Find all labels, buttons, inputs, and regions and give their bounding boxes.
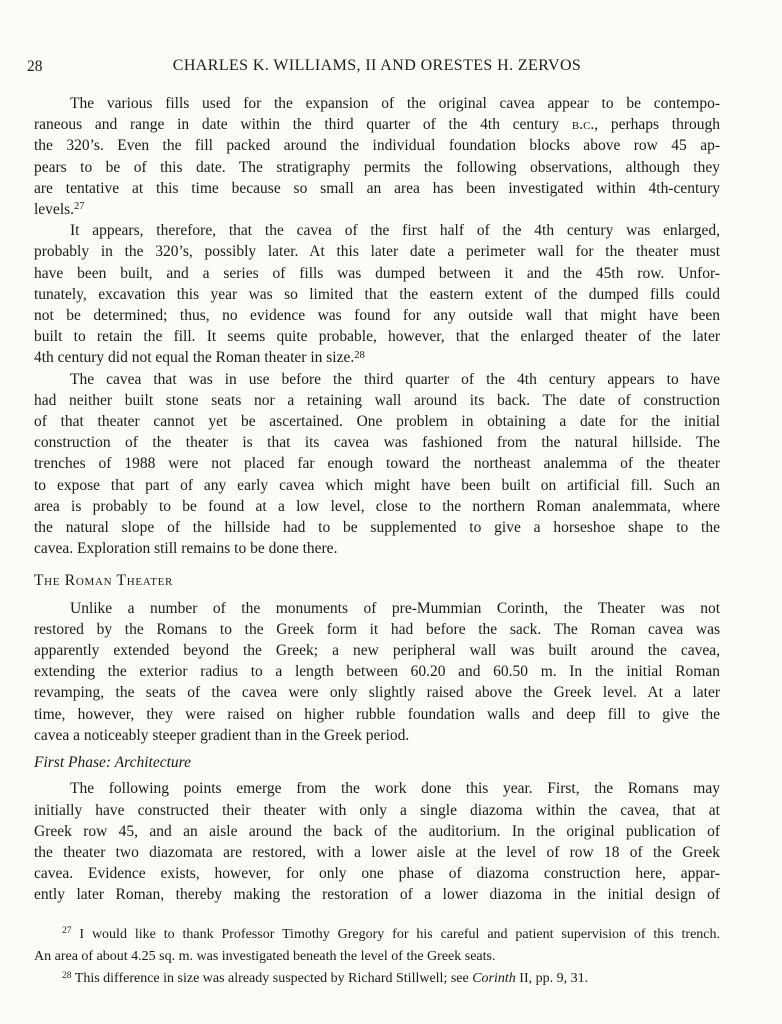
text-line <box>34 157 720 178</box>
text-line <box>34 347 720 368</box>
text-line <box>34 369 720 390</box>
text-segment: ently later Roman, thereby making the restoration of a lower diazoma in the initial design of <box>34 886 720 904</box>
text-line <box>34 863 720 884</box>
text-line <box>34 390 720 411</box>
text-line <box>34 305 720 326</box>
text-segment: The Roman Theater <box>34 572 174 590</box>
text-segment: not be determined; thus, no evidence was found for any outside wall that might have been <box>34 307 720 325</box>
footnote-ref: 27 <box>74 201 85 213</box>
text-segment: the natural slope of the hillside had to be supplemented to give a horseshoe shape to the <box>34 519 720 537</box>
text-segment: are tentative at this time because so small an area has been investigated within 4th-century <box>34 179 720 197</box>
text-line <box>34 496 720 517</box>
text-segment: Greek row 45, and an aisle around the back of the auditorium. In the original publication of <box>34 822 720 840</box>
text-line <box>34 326 720 347</box>
text-line <box>34 842 720 863</box>
paragraph <box>34 369 720 560</box>
text-line <box>34 263 720 284</box>
text-line <box>34 778 720 799</box>
text-line <box>34 220 720 241</box>
paragraph <box>34 778 720 905</box>
text-segment: built to retain the fill. It seems quite probable, however, that the enlarged theater of the later <box>34 328 720 346</box>
text-line <box>34 946 720 968</box>
text-segment: An area of about 4.25 sq. m. was investigated beneath the level of the Greek seats. <box>34 948 496 964</box>
heading-i <box>34 752 720 773</box>
text-segment: revamping, the seats of the cavea were only slightly raised above the Greek level. At a later <box>34 684 720 702</box>
footnotes <box>34 924 720 991</box>
footnote-ref: 27 <box>62 926 72 937</box>
text-line <box>34 135 720 156</box>
text-segment: time, however, they were raised on higher rubble foundation walls and deep fill to give the <box>34 705 720 723</box>
body-text <box>34 93 720 906</box>
text-line <box>34 968 720 990</box>
text-line <box>34 538 720 559</box>
text-segment: the theater two diazomata are restored, with a lower aisle at the level of row 18 of the Greek <box>34 843 720 861</box>
text-line <box>34 411 720 432</box>
text-segment: restored by the Romans to the Greek form it had before the sack. The Roman cavea was <box>34 620 720 638</box>
text-segment: , perhaps through <box>594 116 720 134</box>
text-segment: had neither built stone seats nor a retaining wall around its back. The date of construction <box>34 391 720 409</box>
text-segment: b.c. <box>571 116 595 134</box>
page-number: 28 <box>27 58 43 75</box>
text-segment: extending the exterior radius to a length between 60.20 and 60.50 m. In the initial Roman <box>34 663 720 681</box>
text-segment: apparently extended beyond the Greek; a new peripheral wall was built around the cavea, <box>34 642 720 660</box>
text-segment: initially have constructed their theater with only a single diazoma within the cavea, that at <box>34 801 720 819</box>
text-line <box>34 661 720 682</box>
text-segment: This difference in size was already suspected by Richard Stillwell; see <box>71 971 473 987</box>
text-segment: II, pp. 9, 31. <box>515 971 589 987</box>
paragraph <box>34 93 720 220</box>
text-segment: raneous and range in date within the third quarter of the 4th century <box>34 116 572 134</box>
text-line <box>34 178 720 199</box>
text-segment: to expose that part of any early cavea which might have been built on artificial fill. Such an <box>34 476 720 494</box>
text-line <box>34 453 720 474</box>
text-segment: The following points emerge from the work done this year. First, the Romans may <box>70 780 720 798</box>
text-segment: Corinth <box>472 971 516 987</box>
text-segment: The cavea that was in use before the third quarter of the 4th century appears to have <box>70 370 720 388</box>
footnote-ref: 28 <box>354 349 365 361</box>
text-line <box>34 93 720 114</box>
text-line <box>34 598 720 619</box>
running-title: CHARLES K. WILLIAMS, II AND ORESTES H. ZERVOS <box>172 57 582 74</box>
text-line <box>34 821 720 842</box>
text-segment: I would like to thank Professor Timothy Gregory for his careful and patient supervision of this trench. <box>71 926 720 942</box>
page-header <box>27 57 720 75</box>
text-line <box>34 570 720 591</box>
text-segment: have been built, and a series of fills was dumped between it and the 45th row. Unfor- <box>34 264 720 282</box>
footnote-ref: 28 <box>62 971 72 982</box>
text-line <box>34 924 720 946</box>
footnote <box>34 924 720 969</box>
text-line <box>34 199 720 220</box>
text-line <box>34 517 720 538</box>
text-segment: construction of the theater is that its cavea was fashioned from the natural hillside. The <box>34 434 720 452</box>
text-line <box>34 800 720 821</box>
text-segment: trenches of 1988 were not placed far enough toward the northeast analemma of the theater <box>34 455 720 473</box>
text-segment: 4th century did not equal the Roman theater in size. <box>34 349 355 367</box>
text-segment: First Phase: Architecture <box>34 754 191 772</box>
paragraph <box>34 598 720 746</box>
text-segment: pears to be of this date. The stratigraphy permits the following observations, although they <box>34 158 720 176</box>
text-line <box>34 725 720 746</box>
heading-sc <box>34 570 720 591</box>
text-segment: of that theater cannot yet be ascertained. One problem in obtaining a date for the initial <box>34 413 720 431</box>
text-segment: The various fills used for the expansion of the original cavea appear to be contempo- <box>70 95 720 112</box>
text-line <box>34 682 720 703</box>
paragraph <box>34 220 720 368</box>
text-segment: probably in the 320’s, possibly later. At this later date a perimeter wall for the theater must <box>34 243 720 261</box>
text-segment: It appears, therefore, that the cavea of the first half of the 4th century was enlarged, <box>70 222 720 240</box>
text-segment: Unlike a number of the monuments of pre-Mummian Corinth, the Theater was not <box>70 599 720 617</box>
text-line <box>34 752 720 773</box>
text-segment: area is probably to be found at a low level, close to the northern Roman analemmata, where <box>34 497 720 515</box>
text-segment: cavea. Evidence exists, however, for only one phase of diazoma construction here, appar- <box>34 865 720 883</box>
text-line <box>34 640 720 661</box>
text-segment: cavea a noticeably steeper gradient than in the Greek period. <box>34 726 410 744</box>
text-line <box>34 704 720 725</box>
text-line <box>34 432 720 453</box>
text-line <box>34 884 720 905</box>
text-segment: the 320’s. Even the fill packed around the individual foundation blocks above row 45 ap- <box>34 137 720 155</box>
footnote <box>34 968 720 990</box>
text-segment: levels. <box>34 201 75 219</box>
text-segment: cavea. Exploration still remains to be done there. <box>34 540 338 558</box>
text-line <box>34 284 720 305</box>
text-segment: tunately, excavation this year was so limited that the eastern extent of the dumped fills could <box>34 285 720 303</box>
text-line <box>34 619 720 640</box>
text-line <box>34 475 720 496</box>
text-line <box>34 241 720 262</box>
text-line <box>34 114 720 135</box>
